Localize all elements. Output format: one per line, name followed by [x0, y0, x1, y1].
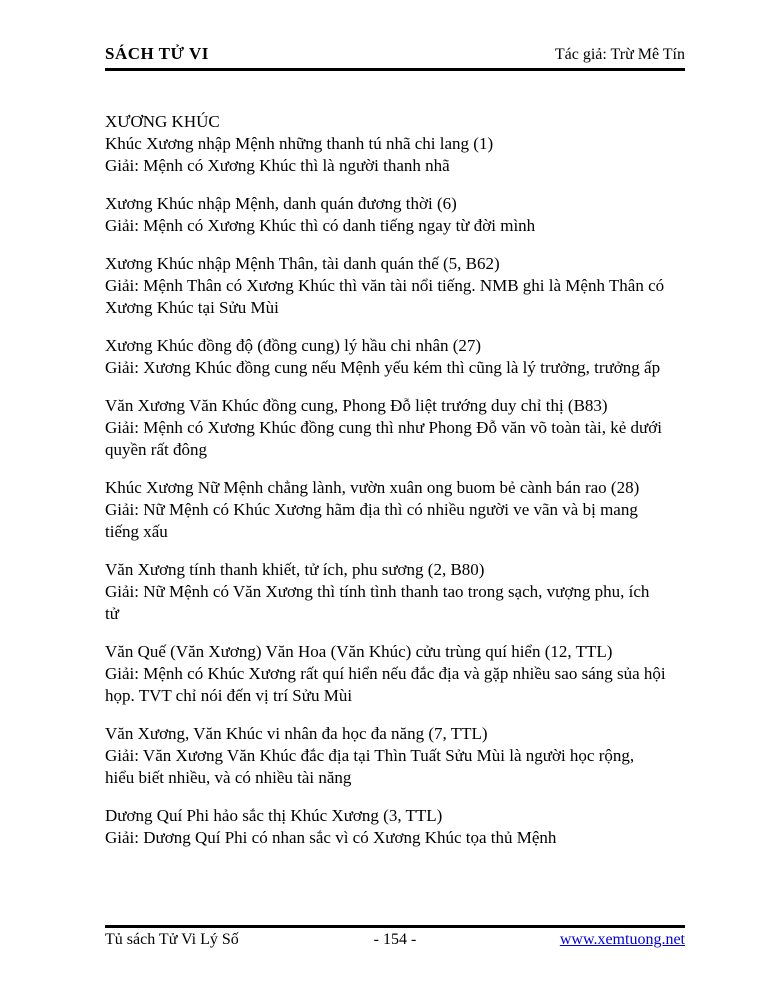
paragraph	[105, 723, 685, 789]
paragraph	[105, 253, 685, 319]
author-credit: Tác giả: Trừ Mê Tín	[554, 46, 685, 63]
text-line: Giải: Mệnh Thân có Xương Khúc thì văn tài nổi tiếng. NMB ghi là Mệnh Thân có	[105, 276, 665, 295]
page-header	[105, 44, 685, 64]
paragraph	[105, 559, 685, 625]
document-body	[105, 111, 685, 865]
header-divider	[105, 68, 685, 71]
footer-divider	[105, 925, 685, 928]
text-line: Giải: Nữ Mệnh có Khúc Xương hãm địa thì có nhiều người ve vãn và bị mang	[105, 500, 638, 519]
text-line: hiểu biết nhiều, và có nhiều tài năng	[105, 768, 352, 787]
text-line: tử	[105, 604, 119, 623]
website-link[interactable]: www.xemtuong.net	[559, 931, 685, 948]
paragraph	[105, 805, 685, 849]
text-line: Giải: Nữ Mệnh có Văn Xương thì tính tình thanh tao trong sạch, vượng phu, ích	[105, 582, 650, 601]
page-container	[105, 0, 685, 990]
text-line: Văn Xương, Văn Khúc vi nhân đa học đa năng (7, TTL)	[105, 724, 488, 743]
text-line: quyền rất đông	[105, 440, 207, 459]
text-line: Xương Khúc đồng độ (đồng cung) lý hầu chi nhân (27)	[105, 336, 482, 355]
footer-link-wrap	[560, 930, 685, 950]
text-line: Văn Xương Văn Khúc đồng cung, Phong Đỗ liệt trướng duy chỉ thị (B83)	[105, 396, 608, 415]
paragraph	[105, 477, 685, 543]
text-line: tiếng xấu	[105, 522, 168, 541]
paragraph	[105, 111, 685, 177]
text-line: họp. TVT chỉ nói đến vị trí Sửu Mùi	[105, 686, 353, 705]
paragraph	[105, 395, 685, 461]
paragraph	[105, 641, 685, 707]
text-line: Xương Khúc nhập Mệnh, danh quán đương thời (6)	[105, 194, 457, 213]
text-line: Giải: Mệnh có Xương Khúc đồng cung thì như Phong Đỗ văn võ toàn tài, kẻ dưới	[105, 418, 662, 437]
text-line: Xương Khúc nhập Mệnh Thân, tài danh quán thế (5, B62)	[105, 254, 500, 273]
page-number: - 154 -	[373, 931, 417, 948]
text-line: Khúc Xương Nữ Mệnh chẳng lành, vườn xuân ong buom bẻ cành bán rao (28)	[105, 478, 640, 497]
text-line: Văn Xương tính thanh khiết, tử ích, phu sương (2, B80)	[105, 560, 485, 579]
text-line: Dương Quí Phi hảo sắc thị Khúc Xương (3, TTL)	[105, 806, 443, 825]
text-line: Khúc Xương nhập Mệnh những thanh tú nhã chi lang (1)	[105, 134, 494, 153]
text-line: Xương Khúc tại Sửu Mùi	[105, 298, 279, 317]
text-line: Giải: Dương Quí Phi có nhan sắc vì có Xương Khúc tọa thủ Mệnh	[105, 828, 557, 847]
series-title: Tủ sách Tử Vi Lý Số	[105, 931, 239, 948]
book-title: SÁCH TỬ VI	[105, 44, 209, 63]
text-line: Giải: Mệnh có Khúc Xương rất quí hiển nếu đắc địa và gặp nhiều sao sáng sủa hội	[105, 664, 666, 683]
text-line: Giải: Mệnh có Xương Khúc thì là người thanh nhã	[105, 156, 450, 175]
paragraph	[105, 193, 685, 237]
text-line: XƯƠNG KHÚC	[105, 112, 220, 131]
text-line: Giải: Mệnh có Xương Khúc thì có danh tiếng ngay từ đời mình	[105, 216, 536, 235]
paragraph	[105, 335, 685, 379]
text-line: Văn Quế (Văn Xương) Văn Hoa (Văn Khúc) cửu trùng quí hiển (12, TTL)	[105, 642, 613, 661]
text-line: Giải: Xương Khúc đồng cung nếu Mệnh yếu kém thì cũng là lý trưởng, trưởng ấp	[105, 358, 661, 377]
text-line: Giải: Văn Xương Văn Khúc đắc địa tại Thìn Tuất Sửu Mùi là người học rộng,	[105, 746, 635, 765]
